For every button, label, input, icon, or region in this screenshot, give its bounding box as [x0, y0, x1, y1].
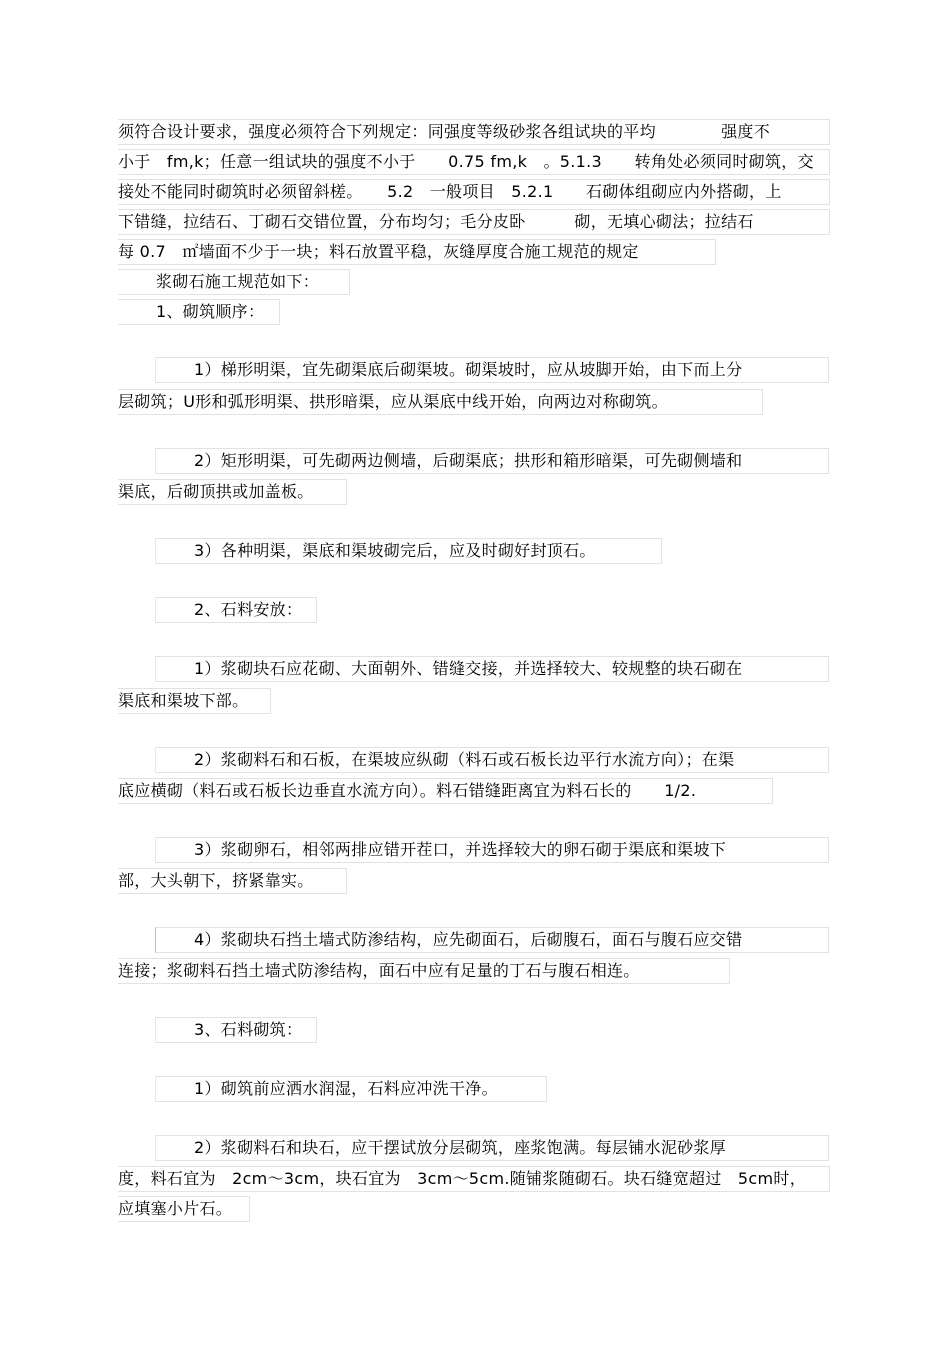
text-line: 应填塞小片石。 [118, 1196, 250, 1222]
text-line: 1）梯形明渠，宜先砌渠底后砌渠坡。砌渠坡时，应从坡脚开始，由下而上分 [155, 357, 829, 383]
text-line: 1）砌筑前应洒水润湿，石料应冲洗干净。 [155, 1076, 547, 1102]
text-line: 须符合设计要求，强度必须符合下列规定：同强度等级砂浆各组试块的平均 强度不 [118, 119, 830, 145]
text-line: 每 0.7 ㎡墙面不少于一块；料石放置平稳，灰缝厚度合施工规范的规定 [118, 239, 716, 265]
text-line: 接处不能同时砌筑时必须留斜槎。 5.2 一般项目 5.2.1 石砌体组砌应内外搭砌，上 [118, 179, 830, 205]
section-heading: 1、砌筑顺序： [118, 299, 280, 325]
text-line: 3）各种明渠，渠底和渠坡砌完后，应及时砌好封顶石。 [155, 538, 662, 564]
text-line: 层砌筑；U形和弧形明渠、拱形暗渠，应从渠底中线开始，向两边对称砌筑。 [118, 389, 763, 415]
text-line: 部，大头朝下，挤紧靠实。 [118, 868, 347, 894]
section-heading: 浆砌石施工规范如下： [118, 269, 350, 295]
text-line: 2）浆砌料石和石板，在渠坡应纵砌（料石或石板长边平行水流方向）；在渠 [155, 747, 829, 773]
text-line: 2）矩形明渠，可先砌两边侧墙，后砌渠底；拱形和箱形暗渠，可先砌侧墙和 [155, 448, 829, 474]
text-line: 底应横砌（料石或石板长边垂直水流方向）。料石错缝距离宜为料石长的 1/2. [118, 778, 773, 804]
text-line: 度，料石宜为 2cm～3cm，块石宜为 3cm～5cm.随铺浆随砌石。块石缝宽超过 5cm时， [118, 1166, 830, 1192]
text-line: 小于 fm,k；任意一组试块的强度不小于 0.75 fm,k 。5.1.3 转角处必须同时砌筑，交 [118, 149, 830, 175]
section-heading: 3、石料砌筑： [155, 1017, 317, 1043]
text-line: 4）浆砌块石挡土墙式防渗结构，应先砌面石，后砌腹石，面石与腹石应交错 [155, 927, 829, 953]
text-line: 渠底，后砌顶拱或加盖板。 [118, 479, 347, 505]
section-heading: 2、石料安放： [155, 597, 317, 623]
text-line: 2）浆砌料石和块石，应干摆试放分层砌筑，座浆饱满。每层铺水泥砂浆厚 [155, 1135, 829, 1161]
text-line: 渠底和渠坡下部。 [118, 688, 271, 714]
text-line: 3）浆砌卵石，相邻两排应错开茬口，并选择较大的卵石砌于渠底和渠坡下 [155, 837, 829, 863]
text-line: 1）浆砌块石应花砌、大面朝外、错缝交接，并选择较大、较规整的块石砌在 [155, 656, 829, 682]
text-line: 连接；浆砌料石挡土墙式防渗结构，面石中应有足量的丁石与腹石相连。 [118, 958, 730, 984]
text-line: 下错缝，拉结石、丁砌石交错位置，分布均匀；毛分皮卧 砌，无填心砌法；拉结石 [118, 209, 830, 235]
